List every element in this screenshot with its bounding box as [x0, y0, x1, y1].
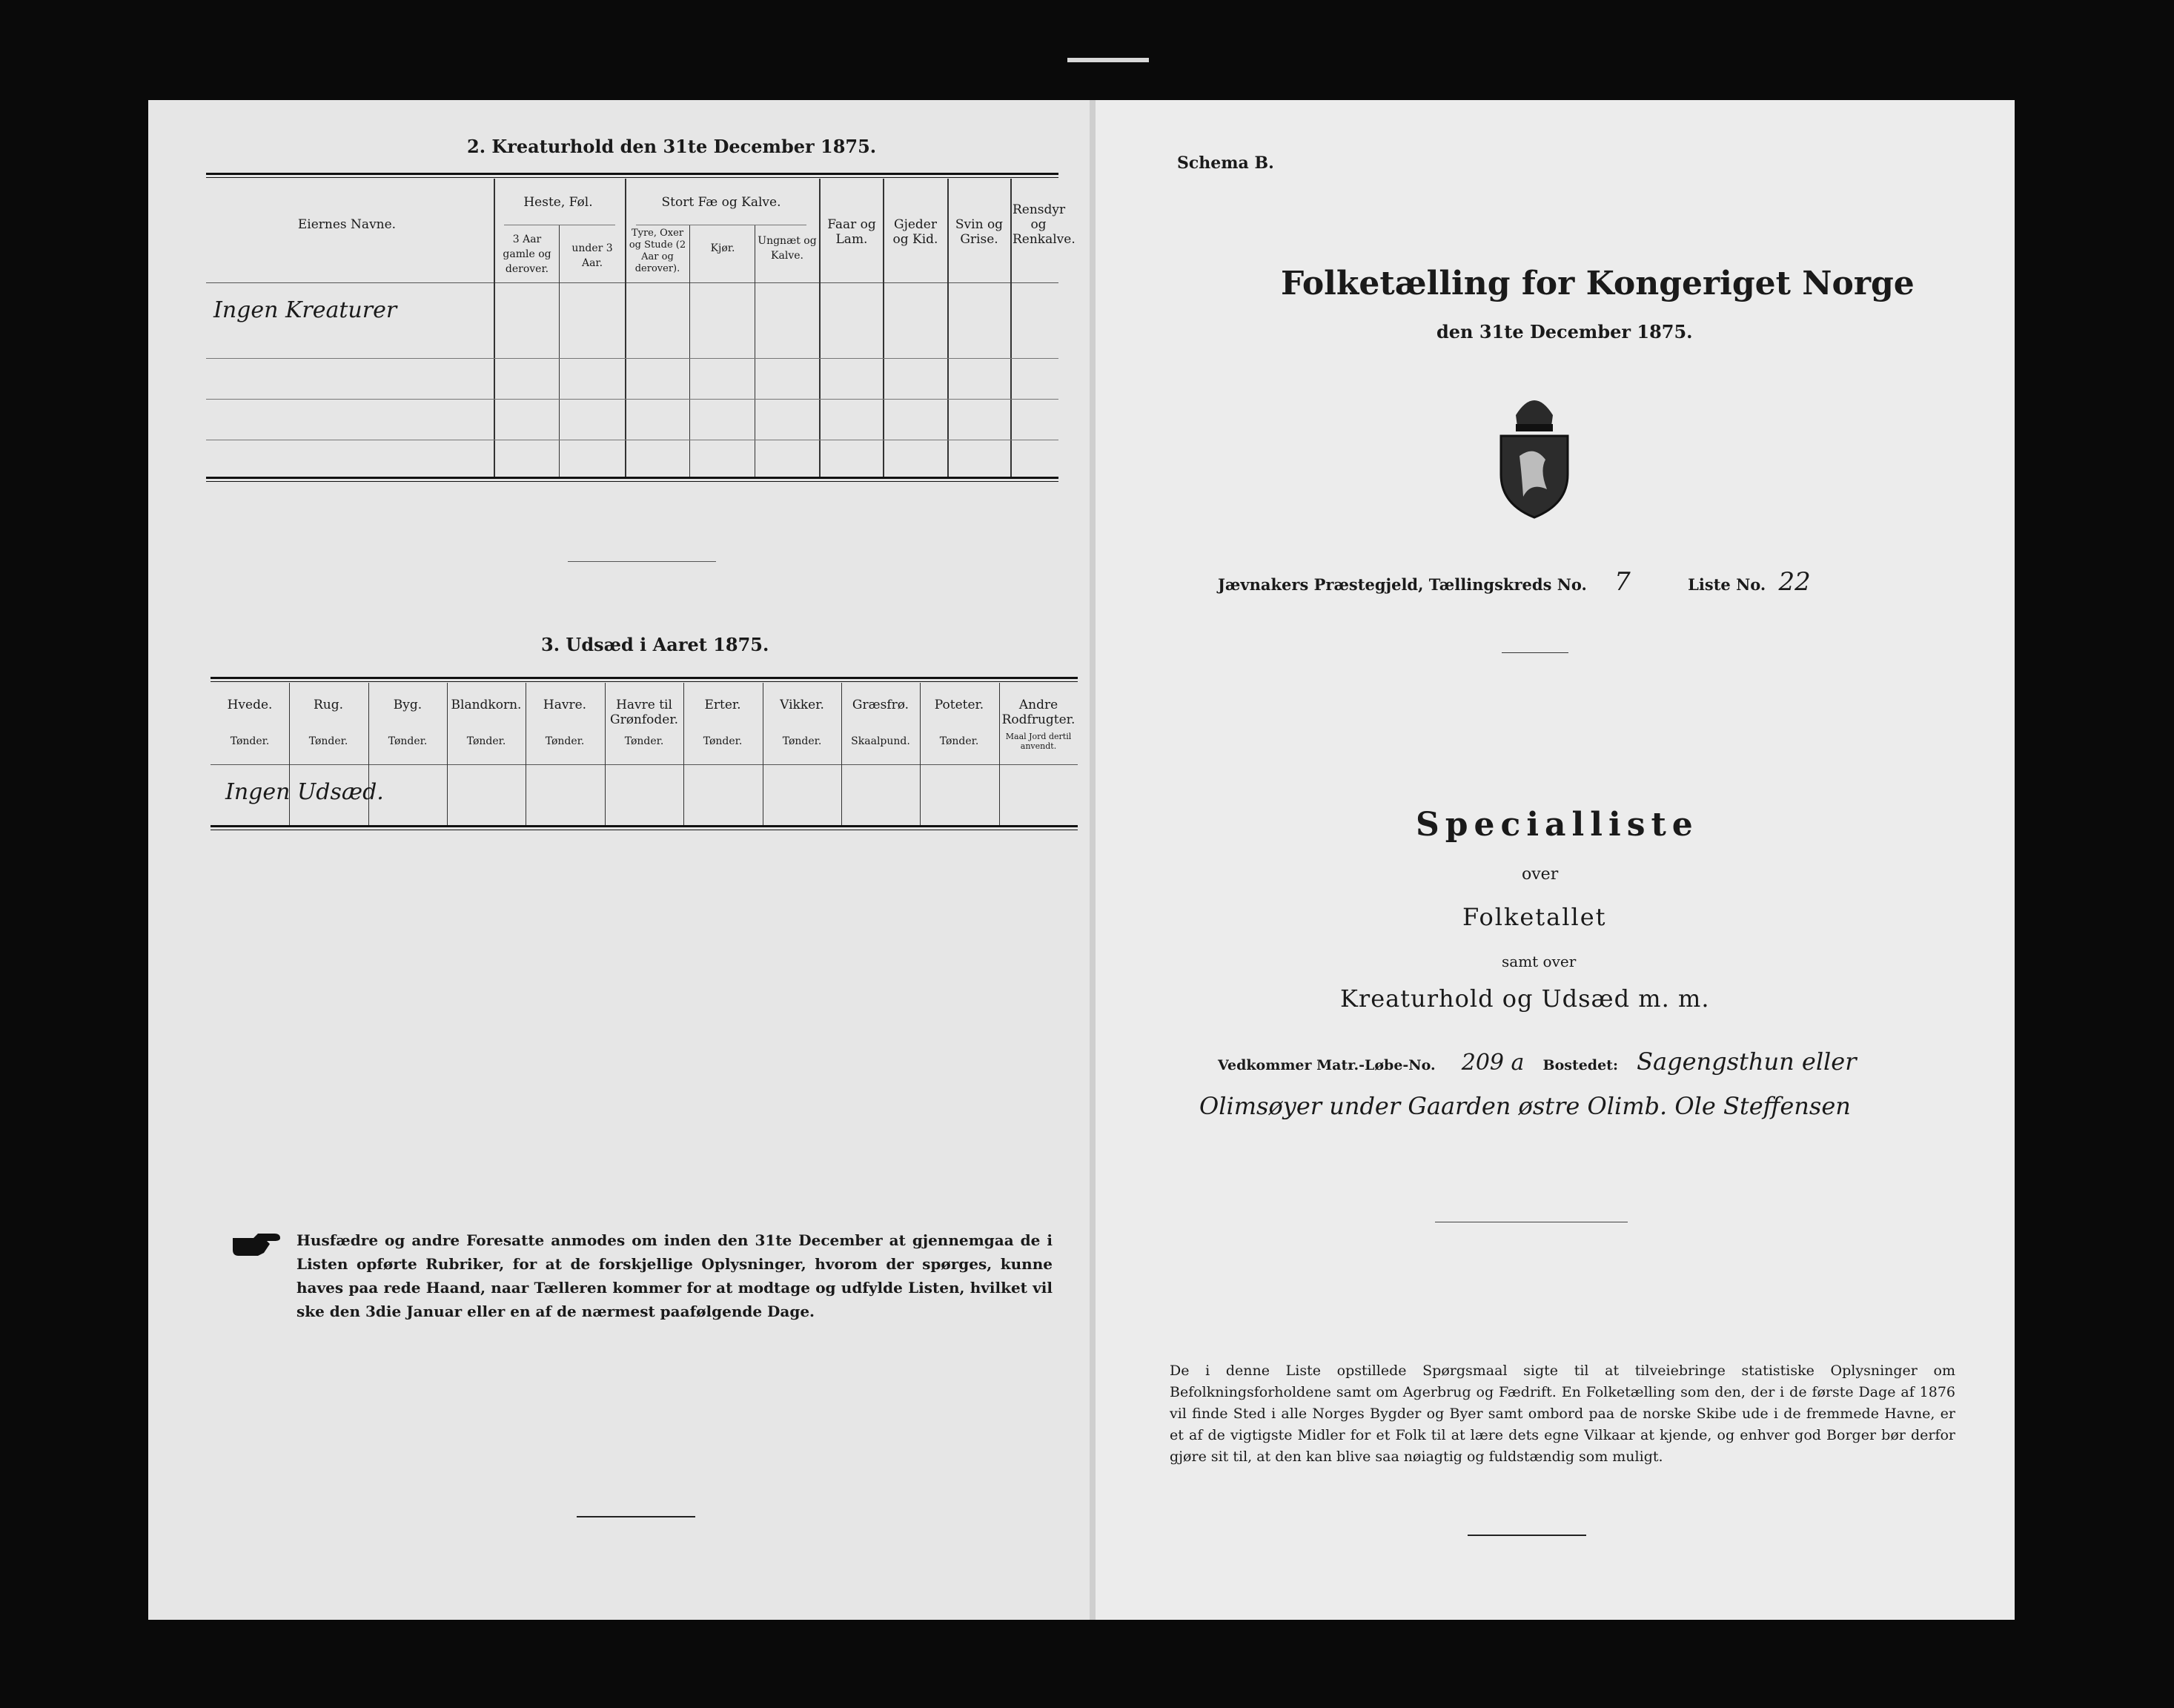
col-owner-header: Eiernes Navne. — [297, 217, 397, 232]
sowing-col-unit: Tønder. — [388, 735, 428, 747]
divider-short-1 — [568, 561, 716, 562]
over-label-1: over — [1522, 865, 1559, 884]
heste-a-header: 3 Aar gamle og derover. — [503, 234, 551, 275]
sowing-col-header: Vikker. — [780, 698, 824, 712]
sowing-col-header: Græsfrø. — [852, 698, 909, 712]
sowing-col-header: Blandkorn. — [451, 698, 522, 712]
parish-label: Jævnakers Præstegjeld, Tællingskreds No. — [1218, 575, 1587, 594]
specialliste-title: Specialliste — [1416, 806, 1699, 844]
section3-title: 3. Udsæd i Aaret 1875. — [541, 634, 769, 655]
bostedet-handwritten-1: Sagengsthun eller — [1637, 1047, 1857, 1076]
sowing-table — [211, 677, 1078, 936]
right-page — [1096, 100, 2015, 1620]
rensdyr-header: Rensdyr og Renkalve. — [1013, 202, 1076, 247]
sowing-col-unit: Tønder. — [624, 735, 664, 747]
divider-right-1 — [1502, 652, 1568, 653]
main-title: Folketælling for Kongeriget Norge — [1281, 265, 1915, 302]
left-page — [148, 100, 1093, 1620]
kreaturhold-label: Kreaturhold og Udsæd m. m. — [1340, 984, 1710, 1013]
sowing-col-unit: Tønder. — [545, 735, 585, 747]
stort-a-header: Tyre, Oxer og Stude (2 Aar og derover). — [629, 228, 686, 274]
sowing-row1-handwritten: Ingen Udsæd. — [225, 779, 384, 805]
divider-short-2 — [577, 1516, 695, 1517]
address-line-1 — [1218, 1047, 1857, 1076]
svin-header: Svin og Grise. — [955, 217, 1004, 247]
samt-over-label: samt over — [1502, 953, 1577, 970]
sowing-col-header: Poteter. — [934, 698, 984, 712]
kreds-number: 7 — [1614, 567, 1631, 597]
vedkommer-label: Vedkommer Matr.-Løbe-No. — [1218, 1057, 1436, 1073]
heste-group-header: Heste, Føl. — [523, 195, 593, 210]
stort-b-header: Kjør. — [710, 242, 735, 254]
pointing-hand-icon — [231, 1231, 283, 1259]
gjeder-header: Gjeder og Kid. — [892, 217, 938, 247]
stort-group-header: Stort Fæ og Kalve. — [661, 195, 781, 210]
sowing-col-unit: Tønder. — [703, 735, 743, 747]
bostedet-label: Bostedet: — [1542, 1057, 1618, 1073]
footer-text: De i denne Liste opstillede Spørgsmaal sigte til at tilveiebringe statistiske Oplysninger om Befolkningsforholdene samt om Agerbrug og Fædrift. En Folketælling som den, der i de første Dage af 1876 vil finde Sted i alle Norges Bygder og Byer samt ombord paa de norske Skibe ude i de fremmede Havne, er et af de vigtigste Midler for et Folk til at lære dets egne Vilkaar at kjende, og enhver god Borger bør derfor gjøre sit til, at den kan blive saa nøiagtig og fuldstændig som muligt. — [1170, 1363, 1955, 1465]
sowing-col-header: Rug. — [313, 698, 344, 712]
coat-of-arms-icon — [1494, 385, 1575, 519]
sowing-col-unit: Tønder. — [230, 735, 270, 747]
schema-label: Schema B. — [1177, 153, 1274, 173]
sowing-col-unit: Tønder. — [939, 735, 979, 747]
sowing-col-header: Havre til Grønfoder. — [609, 698, 679, 727]
section2-title: 2. Kreaturhold den 31te December 1875. — [467, 136, 877, 157]
sowing-col-unit: Maal Jord dertil anvendt. — [1005, 732, 1072, 751]
sowing-col-unit: Tønder. — [308, 735, 348, 747]
parish-line — [1218, 567, 1811, 597]
sowing-col-unit: Tønder. — [466, 735, 506, 747]
folketallet-label: Folketallet — [1462, 903, 1607, 931]
liste-number: 22 — [1778, 567, 1811, 597]
subtitle: den 31te December 1875. — [1436, 321, 1693, 342]
faar-header: Faar og Lam. — [827, 217, 876, 247]
heste-b-header: under 3 Aar. — [571, 242, 613, 269]
stort-c-header: Ungnæt og Kalve. — [758, 235, 817, 262]
livestock-table — [206, 173, 1076, 588]
divider-right-3 — [1468, 1535, 1586, 1536]
sowing-col-unit: Tønder. — [782, 735, 822, 747]
livestock-row1-handwritten: Ingen Kreaturer — [213, 297, 397, 323]
sowing-col-header: Havre. — [543, 698, 587, 712]
notice-text: Husfædre og andre Foresatte anmodes om inden den 31te December at gjennemgaa de i Listen opførte Rubriker, for at de forskjellige Oplysninger, hvorom der spørges, kunne haves paa rede Haand, naar Tælleren kommer for at modtage og udfylde Listen, hvilket vil ske den 3die Januar eller en af de nærmest paafølgende Dage. — [296, 1231, 1053, 1320]
bostedet-handwritten-2: Olimsøyer under Gaarden østre Olimb. Ole Steffensen — [1199, 1092, 1851, 1120]
liste-label: Liste No. — [1688, 575, 1766, 594]
sowing-col-header: Byg. — [393, 698, 422, 712]
sowing-col-header: Erter. — [704, 698, 741, 712]
top-film-mark — [1067, 58, 1149, 62]
sowing-col-header: Andre Rodfrugter. — [1001, 698, 1076, 727]
matr-number: 209 a — [1461, 1050, 1525, 1076]
sowing-col-unit: Skaalpund. — [851, 735, 910, 747]
sowing-col-header: Hvede. — [227, 698, 273, 712]
